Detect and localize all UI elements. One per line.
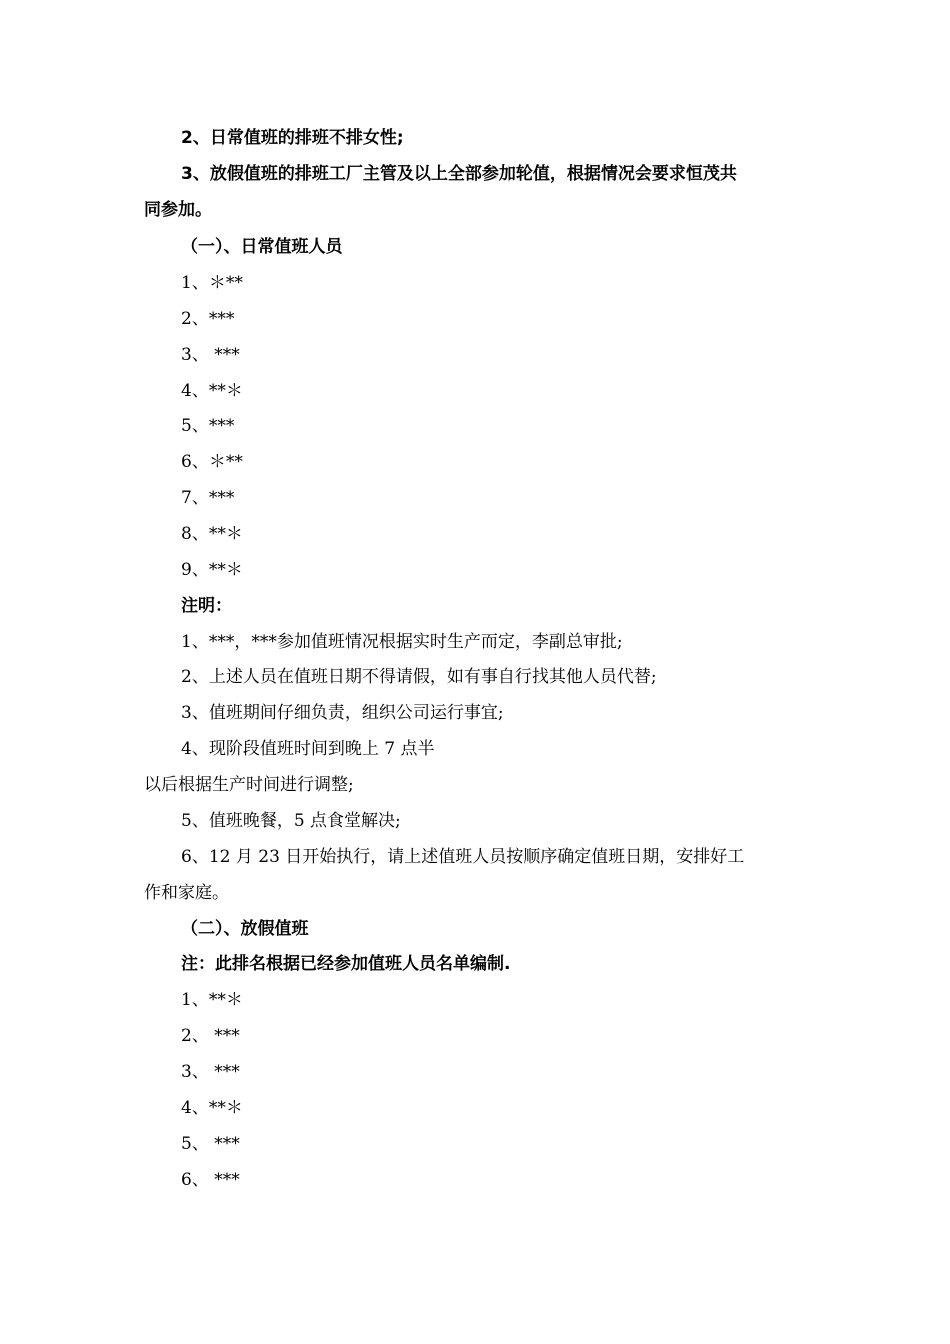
daily-list-item: 4、**＊ bbox=[181, 381, 243, 401]
daily-list-item: 3、 *** bbox=[181, 345, 240, 365]
rule-2: 2、日常值班的排班不排女性; bbox=[181, 128, 404, 148]
note-1: 1、***，***参加值班情况根据实时生产而定，李副总审批; bbox=[181, 632, 623, 652]
daily-list-item: 8、**＊ bbox=[181, 524, 243, 544]
rule-3-line-2: 同参加。 bbox=[144, 200, 212, 220]
note-6-line-1: 6、12 月 23 日开始执行，请上述值班人员按顺序确定值班日期，安排好工 bbox=[181, 847, 745, 867]
holiday-note: 注：此排名根据已经参加值班人员名单编制. bbox=[181, 954, 511, 974]
daily-list-item: 9、**＊ bbox=[181, 560, 243, 580]
note-4: 4、现阶段值班时间到晚上 7 点半 bbox=[181, 739, 435, 759]
note-3: 3、值班期间仔细负责，组织公司运行事宜; bbox=[181, 703, 504, 723]
daily-list-item: 5、*** bbox=[181, 416, 235, 436]
daily-list-item: 6、＊** bbox=[181, 452, 243, 472]
daily-list-item: 7、*** bbox=[181, 488, 235, 508]
holiday-list-item: 2、 *** bbox=[181, 1026, 240, 1046]
daily-duty-heading: （一）、日常值班人员 bbox=[181, 237, 343, 257]
holiday-list-item: 6、 *** bbox=[181, 1170, 240, 1190]
note-4-continued: 以后根据生产时间进行调整; bbox=[144, 775, 354, 795]
daily-list-item: 1、＊** bbox=[181, 273, 243, 293]
holiday-duty-heading: （二）、放假值班 bbox=[181, 919, 309, 939]
holiday-list-item: 3、 *** bbox=[181, 1062, 240, 1082]
daily-list-item: 2、*** bbox=[181, 309, 235, 329]
note-5: 5、值班晚餐，5 点食堂解决; bbox=[181, 811, 401, 831]
holiday-list-item: 5、 *** bbox=[181, 1134, 240, 1154]
note-2: 2、上述人员在值班日期不得请假，如有事自行找其他人员代替; bbox=[181, 667, 657, 687]
note-6-line-2: 作和家庭。 bbox=[144, 883, 229, 903]
rule-3-line-1: 3、放假值班的排班工厂主管及以上全部参加轮值，根据情况会要求恒茂共 bbox=[181, 164, 737, 184]
holiday-list-item: 1、**＊ bbox=[181, 990, 243, 1010]
notes-heading: 注明： bbox=[181, 596, 232, 616]
holiday-list-item: 4、**＊ bbox=[181, 1098, 243, 1118]
